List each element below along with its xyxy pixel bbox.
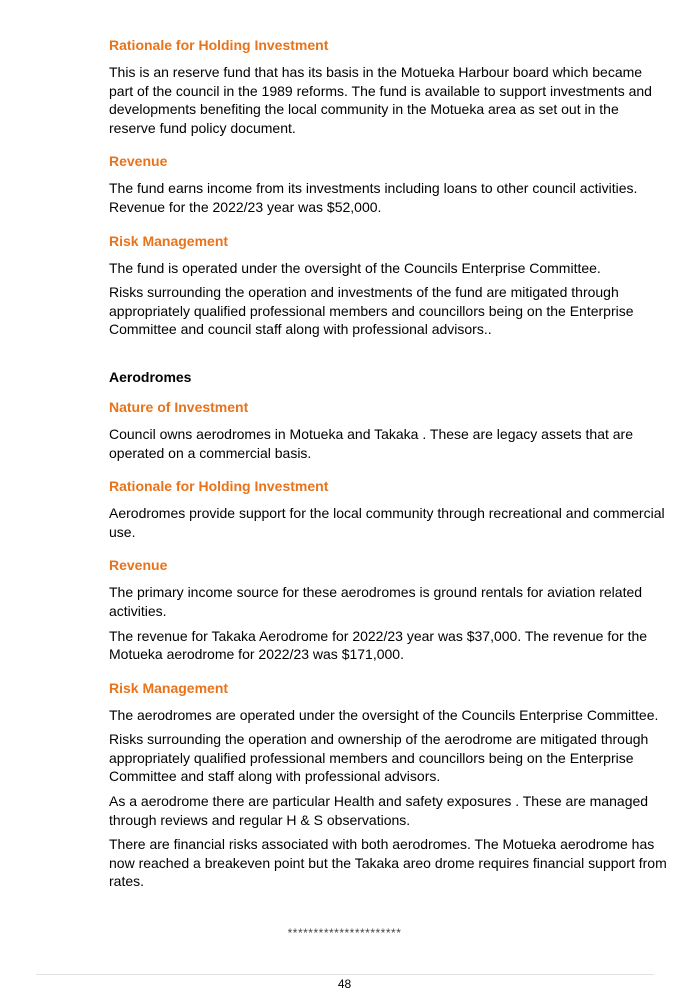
footer-divider (36, 974, 654, 975)
aerodromes-revenue-text-1: The primary income source for these aerodromes is ground rentals for aviation related activities. (109, 584, 643, 619)
section-end-separator: ********************** (287, 926, 402, 940)
harbour-rationale-text: This is an reserve fund that has its basis in the Motueka Harbour board which became part of the council in the 1989 reforms. The fund is available to support investments and developments benefiting the local community in the Motueka area as set out in the reserve fund policy document. (109, 64, 652, 136)
harbour-risk-text-1: The fund is operated under the oversight of the Councils Enterprise Committee. (109, 259, 601, 276)
aerodromes-rationale-text: Aerodromes provide support for the local community through recreational and commercial use. (109, 505, 665, 540)
page-content (109, 36, 669, 897)
aerodromes-risk-text-2: Risks surrounding the operation and ownership of the aerodrome are mitigated through appropriately qualified professional members and councillors being on the Enterprise Committee and staff along with professional advisors. (109, 731, 649, 785)
aerodromes-section-title: Aerodromes (109, 368, 192, 385)
aerodromes-risk-heading: Risk Management (109, 679, 229, 696)
aerodromes-rationale-heading: Rationale for Holding Investment (109, 478, 329, 495)
harbour-revenue-text: The fund earns income from its investments including loans to other council activities. Revenue for the 2022/23 year was $52,000. (109, 180, 638, 215)
aerodromes-risk-text-3: As a aerodrome there are particular Health and safety exposures . These are managed through reviews and regular H & S observations. (109, 793, 649, 828)
aerodromes-risk-text-4: There are financial risks associated with both aerodromes. The Motueka aerodrome has now reached a breakeven point but the Takaka areo drome requires financial support from rates. (109, 836, 667, 890)
harbour-risk-text-2: Risks surrounding the operation and investments of the fund are mitigated through appropriately qualified professional members and councillors being on the Enterprise Committee and council staff along with professional advisors.. (109, 284, 634, 338)
aerodromes-risk-text-1: The aerodromes are operated under the oversight of the Councils Enterprise Committee. (109, 706, 659, 723)
harbour-revenue-heading: Revenue (109, 153, 168, 170)
page-number: 48 (337, 977, 352, 991)
aerodromes-nature-heading: Nature of Investment (109, 398, 249, 415)
harbour-rationale-heading: Rationale for Holding Investment (109, 37, 329, 53)
aerodromes-nature-text: Council owns aerodromes in Motueka and Takaka . These are legacy assets that are operated on a commercial basis. (109, 425, 633, 461)
aerodromes-revenue-text-2: The revenue for Takaka Aerodrome for 2022/23 year was $37,000. The revenue for the Motueka aerodrome for 2022/23 was $171,000. (109, 627, 648, 663)
aerodromes-revenue-heading: Revenue (109, 557, 168, 574)
harbour-risk-heading: Risk Management (109, 232, 229, 249)
